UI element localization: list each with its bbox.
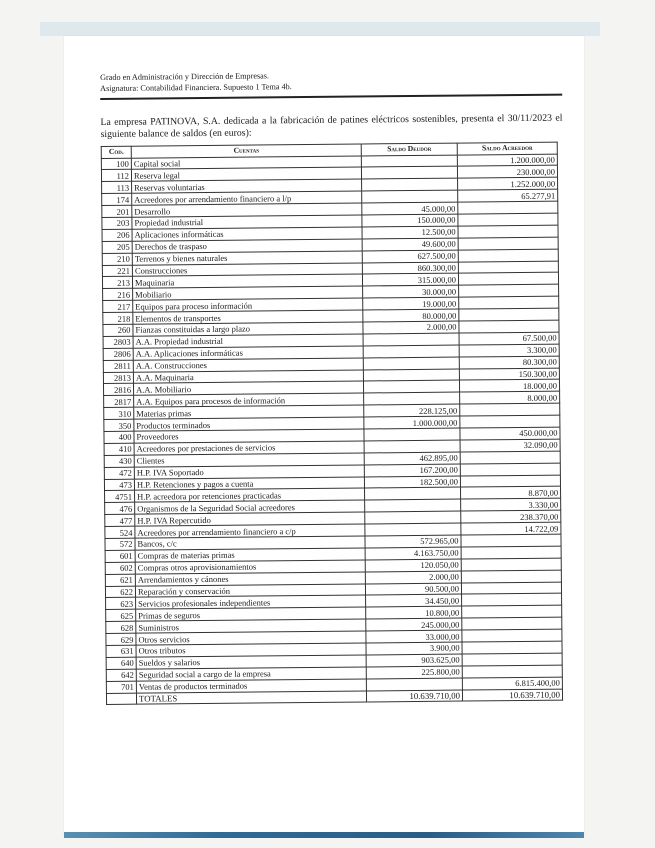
cell-code: 2803 <box>103 336 133 348</box>
header-divider <box>100 94 562 100</box>
cell-debit: 2.000,00 <box>365 571 461 584</box>
cell-credit <box>462 605 562 618</box>
cell-name: Compras otros aprovisionamientos <box>135 560 365 574</box>
cell-code: 572 <box>105 538 135 550</box>
cell-debit: 90.500,00 <box>365 583 461 596</box>
cell-debit: 225.800,00 <box>366 666 462 679</box>
cell-name: Elementos de transportes <box>133 310 363 324</box>
cell-credit: 6.815.400,00 <box>462 677 562 690</box>
cell-credit <box>459 284 559 297</box>
col-header-debit: Saldo Deudor <box>361 143 457 156</box>
intro-paragraph: La empresa PATINOVA, S.A. dedicada a la fabricación de patines eléctricos sostenibles, presenta el 30/11/2023 el siguiente balance de saldos (en euros): <box>100 112 563 140</box>
cell-credit <box>458 201 558 214</box>
cell-debit <box>364 440 460 453</box>
cell-credit <box>462 629 562 642</box>
totals-code-cell <box>106 693 136 705</box>
cell-debit: 4.163.750,00 <box>365 547 461 560</box>
cell-debit: 462.895,00 <box>364 452 460 465</box>
cell-credit: 238.370,00 <box>461 510 561 523</box>
cell-name: Construcciones <box>132 263 362 277</box>
cell-name: Organismos de la Seguridad Social acreedores <box>135 500 365 514</box>
cell-name: Acreedores por arrendamiento financiero a l/p <box>132 191 362 205</box>
cell-debit: 49.600,00 <box>362 238 458 251</box>
cell-debit <box>361 155 457 168</box>
cell-name: H.P. acreedora por retenciones practicadas <box>135 488 365 502</box>
cell-debit <box>363 345 459 358</box>
cell-debit: 30.000,00 <box>363 285 459 298</box>
cell-code: 472 <box>104 467 134 479</box>
cell-code: 310 <box>104 407 134 419</box>
cell-code: 174 <box>102 193 132 205</box>
cell-name: Mobiliario <box>133 286 363 300</box>
cell-name: Productos terminados <box>134 417 364 431</box>
cell-code: 628 <box>106 621 136 633</box>
cell-code: 621 <box>105 574 135 586</box>
cell-code: 430 <box>104 455 134 467</box>
cell-code: 100 <box>101 158 131 170</box>
cell-name: Reserva legal <box>131 167 361 181</box>
cell-credit <box>458 213 558 226</box>
cell-code: 701 <box>106 681 136 693</box>
cell-credit <box>460 451 560 464</box>
cell-name: Reparación y conservación <box>135 584 365 598</box>
cell-debit: 627.500,00 <box>362 250 458 263</box>
cell-name: Fianzas constituidas a largo plazo <box>133 322 363 336</box>
header-subject: Asignatura: Contabilidad Financiera. Supuesto 1 Tema 4b. <box>100 82 292 93</box>
cell-debit <box>366 678 462 691</box>
cell-code: 2811 <box>103 360 133 372</box>
header-degree: Grado en Administración y Dirección de Empresas. <box>100 71 270 82</box>
cell-code: 524 <box>105 526 135 538</box>
cell-code: 2806 <box>103 348 133 360</box>
cell-name: A.A. Propiedad industrial <box>133 334 363 348</box>
cell-name: Capital social <box>131 155 361 169</box>
cell-credit: 1.252.000,00 <box>458 177 558 190</box>
scan-top-bar <box>40 22 600 36</box>
cell-name: A.A. Maquinaria <box>133 370 363 384</box>
cell-name: Derechos de traspaso <box>132 239 362 253</box>
cell-credit: 1.200.000,00 <box>457 154 557 167</box>
cell-code: 260 <box>103 324 133 336</box>
cell-code: 4751 <box>105 491 135 503</box>
document-page <box>64 36 584 834</box>
cell-name: A.A. Equipos para procesos de información <box>134 393 364 407</box>
cell-code: 221 <box>102 265 132 277</box>
cell-code: 210 <box>102 253 132 265</box>
cell-code: 623 <box>106 598 136 610</box>
cell-name: Servicios profesionales independientes <box>136 595 366 609</box>
cell-code: 201 <box>102 205 132 217</box>
cell-code: 2817 <box>104 396 134 408</box>
cell-debit: 167.200,00 <box>364 464 460 477</box>
cell-code: 113 <box>102 181 132 193</box>
cell-name: Arrendamientos y cánones <box>135 572 365 586</box>
cell-credit <box>461 546 561 559</box>
cell-credit <box>459 296 559 309</box>
cell-name: Compras de materias primas <box>135 548 365 562</box>
cell-credit: 65.277,91 <box>458 189 558 202</box>
cell-name: Otros tributos <box>136 643 366 657</box>
cell-name: Primas de seguros <box>136 607 366 621</box>
cell-name: Maquinaria <box>132 274 362 288</box>
cell-code: 642 <box>106 669 136 681</box>
cell-debit <box>365 487 461 500</box>
cell-code: 350 <box>104 419 134 431</box>
cell-credit: 8.000,00 <box>460 391 560 404</box>
cell-credit <box>459 320 559 333</box>
cell-name: Acreedores por prestaciones de servicios <box>134 441 364 455</box>
cell-name: Terrenos y bienes naturales <box>132 251 362 265</box>
cell-debit <box>363 357 459 370</box>
cell-code: 2816 <box>103 384 133 396</box>
table-body <box>101 154 562 693</box>
cell-code: 217 <box>103 300 133 312</box>
cell-name: Materias primas <box>134 405 364 419</box>
cell-debit: 3.900,00 <box>366 642 462 655</box>
cell-credit: 18.000,00 <box>459 380 559 393</box>
cell-code: 400 <box>104 431 134 443</box>
cell-debit: 2.000,00 <box>363 321 459 334</box>
cell-credit <box>460 415 560 428</box>
cell-debit <box>363 333 459 346</box>
cell-debit: 245.000,00 <box>366 618 462 631</box>
cell-code: 602 <box>105 562 135 574</box>
cell-credit <box>462 594 562 607</box>
cell-debit: 315.000,00 <box>362 273 458 286</box>
cell-debit: 1.000.000,00 <box>364 416 460 429</box>
cell-debit: 182.500,00 <box>364 476 460 489</box>
cell-code: 112 <box>101 170 131 182</box>
cell-debit <box>365 499 461 512</box>
document-header <box>100 68 562 94</box>
cell-name: Bancos, c/c <box>135 536 365 550</box>
col-header-code: Cod. <box>101 146 131 158</box>
cell-name: Desarrollo <box>132 203 362 217</box>
cell-name: H.P. Retenciones y pagos a cuenta <box>134 477 364 491</box>
cell-debit: 45.000,00 <box>362 202 458 215</box>
cell-name: Acreedores por arrendamiento financiero a c/p <box>135 524 365 538</box>
cell-debit <box>365 523 461 536</box>
cell-debit <box>364 428 460 441</box>
cell-name: Suministros <box>136 619 366 633</box>
cell-code: 477 <box>105 514 135 526</box>
cell-name: H.P. IVA Repercutido <box>135 512 365 526</box>
col-header-account: Cuentas <box>131 143 361 157</box>
cell-code: 625 <box>106 610 136 622</box>
totals-credit: 10.639.710,00 <box>462 689 562 702</box>
cell-credit <box>461 570 561 583</box>
col-header-credit: Saldo Acreedor <box>457 142 557 155</box>
cell-credit <box>461 582 561 595</box>
totals-label: TOTALES <box>136 691 366 705</box>
cell-credit: 32.090,00 <box>460 439 560 452</box>
cell-debit: 19.000,00 <box>363 297 459 310</box>
cell-code: 216 <box>103 288 133 300</box>
cell-code: 640 <box>106 657 136 669</box>
cell-code: 218 <box>103 312 133 324</box>
cell-name: Reservas voluntarias <box>132 179 362 193</box>
cell-debit <box>363 380 459 393</box>
cell-credit: 450.000,00 <box>460 427 560 440</box>
cell-credit: 80.300,00 <box>459 356 559 369</box>
cell-credit <box>462 617 562 630</box>
cell-code: 629 <box>106 633 136 645</box>
page-content <box>100 68 568 706</box>
cell-name: Clientes <box>134 453 364 467</box>
cell-debit: 80.000,00 <box>363 309 459 322</box>
cell-name: Ventas de productos terminados <box>136 679 366 693</box>
cell-code: 410 <box>104 443 134 455</box>
cell-credit <box>460 403 560 416</box>
cell-debit <box>362 190 458 203</box>
cell-debit: 572.965,00 <box>365 535 461 548</box>
cell-credit: 3.300,00 <box>459 344 559 357</box>
cell-debit: 903.625,00 <box>366 654 462 667</box>
cell-debit <box>361 166 457 179</box>
cell-debit: 34.450,00 <box>366 595 462 608</box>
cell-credit: 14.722,09 <box>461 522 561 535</box>
cell-credit: 230.000,00 <box>457 166 557 179</box>
cell-debit: 120.050,00 <box>365 559 461 572</box>
cell-code: 476 <box>105 503 135 515</box>
cell-debit: 150.000,00 <box>362 214 458 227</box>
cell-code: 213 <box>102 277 132 289</box>
cell-code: 631 <box>106 645 136 657</box>
balance-table <box>101 141 563 705</box>
cell-debit: 228.125,00 <box>364 404 460 417</box>
cell-name: H.P. IVA Soportado <box>134 465 364 479</box>
cell-credit <box>458 225 558 238</box>
cell-code: 203 <box>102 217 132 229</box>
cell-name: A.A. Aplicaciones informáticas <box>133 346 363 360</box>
cell-code: 206 <box>102 229 132 241</box>
cell-debit <box>365 511 461 524</box>
cell-credit <box>462 653 562 666</box>
cell-name: Propiedad industrial <box>132 215 362 229</box>
cell-credit: 3.330,00 <box>461 498 561 511</box>
scan-bottom-bar <box>64 832 584 838</box>
cell-credit: 8.870,00 <box>461 487 561 500</box>
cell-name: A.A. Mobiliario <box>133 381 363 395</box>
cell-debit: 33.000,00 <box>366 630 462 643</box>
cell-credit: 150.300,00 <box>459 368 559 381</box>
cell-credit <box>462 665 562 678</box>
cell-code: 601 <box>105 550 135 562</box>
cell-credit <box>461 558 561 571</box>
cell-name: Sueldos y salarios <box>136 655 366 669</box>
totals-debit: 10.639.710,00 <box>366 690 462 703</box>
cell-credit <box>458 273 558 286</box>
cell-code: 622 <box>105 586 135 598</box>
cell-credit <box>460 475 560 488</box>
cell-debit: 10.800,00 <box>366 606 462 619</box>
cell-code: 205 <box>102 241 132 253</box>
cell-debit <box>362 178 458 191</box>
cell-debit <box>363 369 459 382</box>
cell-credit <box>462 641 562 654</box>
cell-name: Otros servicios <box>136 631 366 645</box>
cell-credit <box>459 308 559 321</box>
cell-debit <box>364 392 460 405</box>
cell-code: 473 <box>104 479 134 491</box>
cell-credit <box>458 237 558 250</box>
cell-credit <box>458 261 558 274</box>
cell-credit: 67.500,00 <box>459 332 559 345</box>
cell-name: A.A. Construcciones <box>133 358 363 372</box>
cell-name: Seguridad social a cargo de la empresa <box>136 667 366 681</box>
cell-credit <box>461 534 561 547</box>
cell-name: Equipos para proceso información <box>133 298 363 312</box>
cell-debit: 12.500,00 <box>362 226 458 239</box>
cell-credit <box>460 463 560 476</box>
cell-code: 2813 <box>103 372 133 384</box>
cell-name: Proveedores <box>134 429 364 443</box>
cell-debit: 860.300,00 <box>362 262 458 275</box>
cell-credit <box>458 249 558 262</box>
cell-name: Aplicaciones informáticas <box>132 227 362 241</box>
